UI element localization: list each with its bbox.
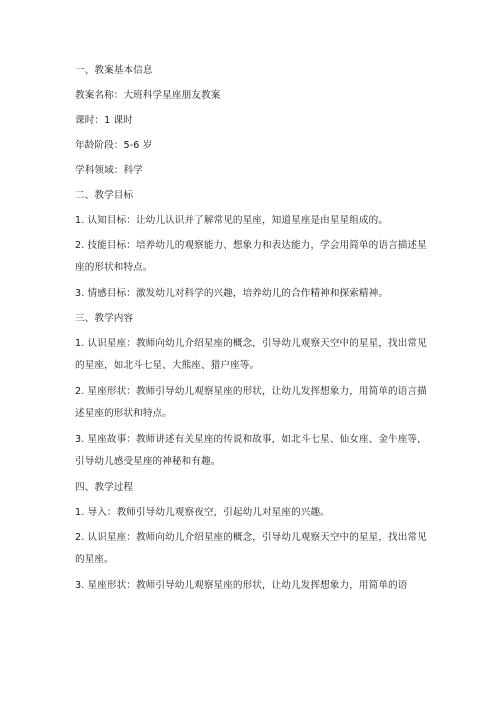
process-item: 3. 星座形状：教师引导幼儿观察星座的形状，让幼儿发挥想象力，用简单的语 — [75, 580, 408, 591]
content-item: 2. 星座形状：教师引导幼儿观察星座的形状，让幼儿发挥想象力，用简单的语言描述星座的形状和特点。 — [75, 386, 427, 419]
goal-item: 2. 技能目标：培养幼儿的观察能力、想象力和表达能力，学会用简单的语言描述星座的形状和特点。 — [75, 240, 427, 273]
age-range: 年龄阶段：5-6 岁 — [75, 140, 153, 151]
section-heading-contents: 三、教学内容 — [75, 313, 134, 324]
process-item: 2. 认识星座：教师向幼儿介绍星座的概念，引导幼儿观察天空中的星星，找出常见的星座。 — [75, 532, 427, 565]
section-heading-basic-info: 一、教案基本信息 — [75, 65, 153, 76]
content-item: 3. 星座故事：教师讲述有关星座的传说和故事，如北斗七星、仙女座、金牛座等，引导幼儿感受星座的神秘和有趣。 — [75, 434, 427, 467]
section-heading-goals: 二、教学目标 — [75, 190, 134, 201]
process-item: 1. 导入：教师引导幼儿观察夜空，引起幼儿对星座的兴趣。 — [75, 507, 330, 518]
section-heading-process: 四、教学过程 — [75, 482, 134, 493]
lesson-name: 教案名称：大班科学星座朋友教案 — [75, 90, 221, 101]
content-item: 1. 认识星座：教师向幼儿介绍星座的概念，引导幼儿观察天空中的星星，找出常见的星座，如北斗七星、大熊座、猎户座等。 — [75, 338, 427, 371]
goal-item: 3. 情感目标：激发幼儿对科学的兴趣，培养幼儿的合作精神和探索精神。 — [75, 288, 389, 299]
goal-item: 1. 认知目标：让幼儿认识并了解常见的星座，知道星座是由星星组成的。 — [75, 215, 389, 226]
document-body — [75, 64, 430, 604]
subject-field: 学科领域：科学 — [75, 165, 143, 176]
lesson-hours: 课时：1 课时 — [75, 115, 133, 126]
